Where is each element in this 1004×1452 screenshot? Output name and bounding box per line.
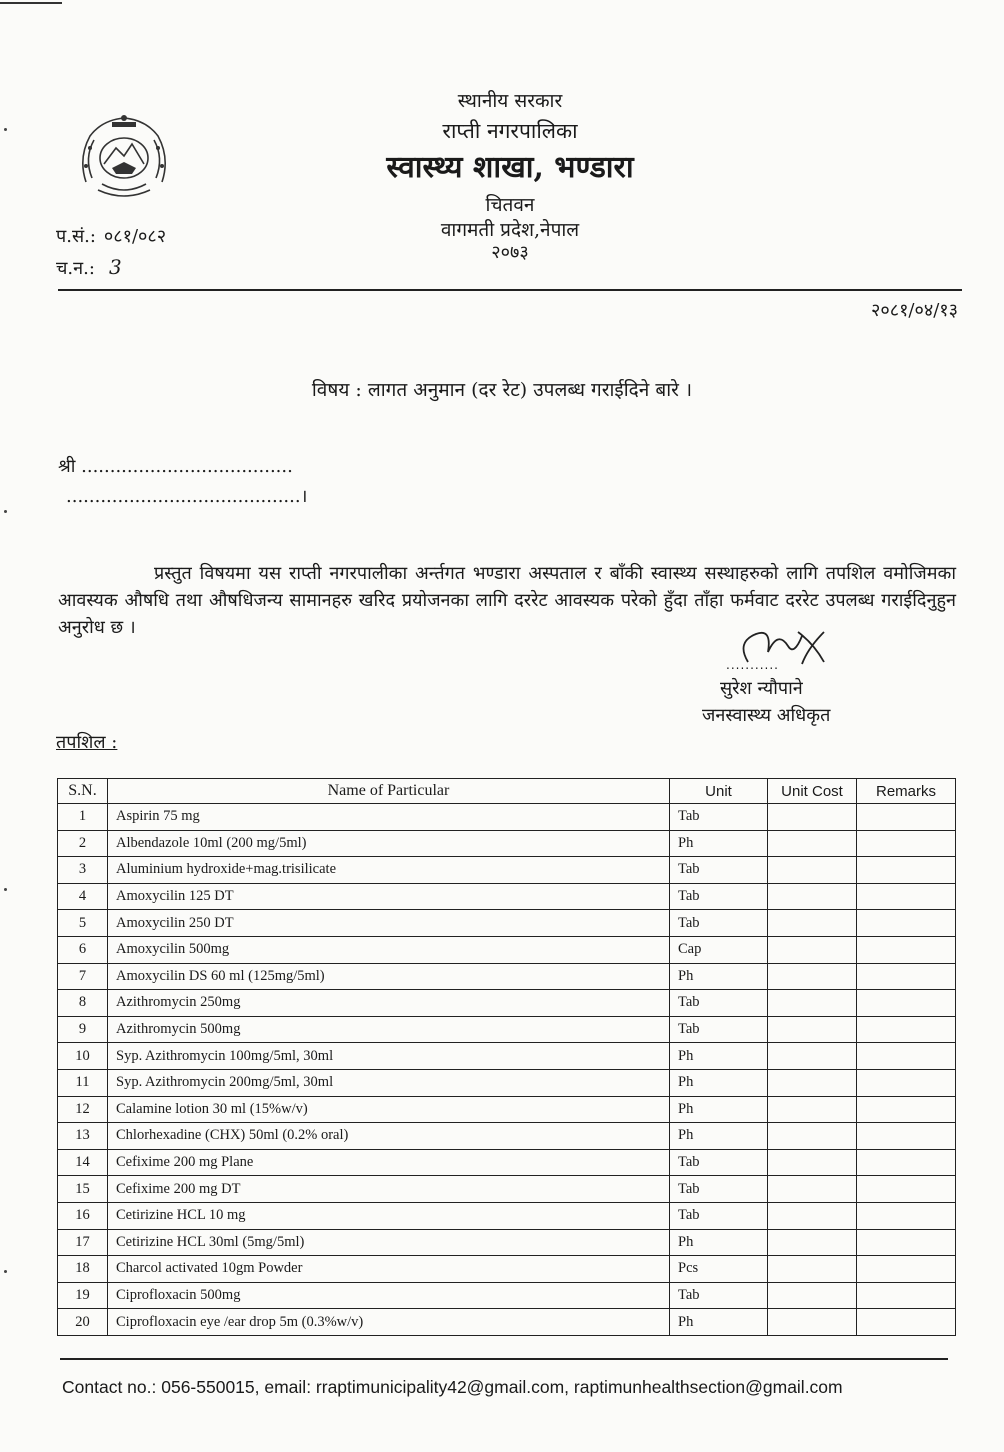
cell-unit-cost <box>768 1176 857 1203</box>
cell-unit-cost <box>768 963 857 990</box>
margin-dot <box>4 510 7 513</box>
cell-unit-cost <box>768 936 857 963</box>
table-row <box>58 1069 956 1096</box>
letter-date: २०८१/०४/१३ <box>870 300 958 321</box>
cell-remarks <box>857 857 956 884</box>
cell-sn: 19 <box>58 1282 108 1309</box>
cell-remarks <box>857 1043 956 1070</box>
header-office: स्वास्थ्य शाखा, भण्डारा <box>386 150 634 185</box>
cell-unit: Ph <box>670 830 768 857</box>
cell-remarks <box>857 1282 956 1309</box>
cell-unit-cost <box>768 1016 857 1043</box>
col-header-unit: Unit <box>670 779 768 804</box>
cell-sn: 1 <box>58 804 108 831</box>
cell-remarks <box>857 963 956 990</box>
cell-unit-cost <box>768 1229 857 1256</box>
cell-sn: 10 <box>58 1043 108 1070</box>
col-header-unit-cost: Unit Cost <box>768 779 857 804</box>
cell-unit: Ph <box>670 1043 768 1070</box>
cell-unit: Ph <box>670 1123 768 1150</box>
col-header-name: Name of Particular <box>108 779 670 804</box>
signature-dots: ........... <box>726 658 779 672</box>
cell-unit: Ph <box>670 1309 768 1336</box>
cell-remarks <box>857 1069 956 1096</box>
cell-unit: Pcs <box>670 1256 768 1283</box>
nepal-emblem-logo <box>72 112 176 204</box>
cell-sn: 12 <box>58 1096 108 1123</box>
col-header-sn: S.N. <box>58 779 108 804</box>
cell-name: Cefixime 200 mg DT <box>108 1176 670 1203</box>
letterhead <box>340 86 680 264</box>
cell-unit: Tab <box>670 1149 768 1176</box>
header-divider <box>58 289 962 291</box>
table-row <box>58 910 956 937</box>
table-row <box>58 857 956 884</box>
cell-name: Aspirin 75 mg <box>108 804 670 831</box>
cell-unit-cost <box>768 1043 857 1070</box>
cell-unit-cost <box>768 1256 857 1283</box>
table-row <box>58 936 956 963</box>
pa-sa-value: ०८१/०८२ <box>103 226 167 247</box>
details-label: तपशिल : <box>56 732 118 753</box>
cell-unit-cost <box>768 1202 857 1229</box>
cell-sn: 16 <box>58 1202 108 1229</box>
cell-remarks <box>857 1256 956 1283</box>
cell-name: Syp. Azithromycin 200mg/5ml, 30ml <box>108 1069 670 1096</box>
table-row <box>58 1282 956 1309</box>
cell-sn: 6 <box>58 936 108 963</box>
table-body <box>58 804 956 1336</box>
header-year: २०७३ <box>491 242 529 263</box>
cell-name: Aluminium hydroxide+mag.trisilicate <box>108 857 670 884</box>
cell-remarks <box>857 1229 956 1256</box>
cell-remarks <box>857 1202 956 1229</box>
header-government: स्थानीय सरकार <box>457 90 563 112</box>
table-row <box>58 1229 956 1256</box>
cell-name: Cefixime 200 mg Plane <box>108 1149 670 1176</box>
cell-unit: Tab <box>670 910 768 937</box>
cell-name: Ciprofloxacin eye /ear drop 5m (0.3%w/v) <box>108 1309 670 1336</box>
cell-remarks <box>857 1309 956 1336</box>
cell-unit-cost <box>768 1096 857 1123</box>
cell-sn: 11 <box>58 1069 108 1096</box>
table-row <box>58 1123 956 1150</box>
cell-name: Calamine lotion 30 ml (15%w/v) <box>108 1096 670 1123</box>
cell-unit: Tab <box>670 857 768 884</box>
table-row <box>58 963 956 990</box>
cell-remarks <box>857 936 956 963</box>
cell-unit: Cap <box>670 936 768 963</box>
table-row <box>58 1176 956 1203</box>
cell-sn: 18 <box>58 1256 108 1283</box>
cell-unit-cost <box>768 830 857 857</box>
cell-unit: Tab <box>670 990 768 1017</box>
letter-body: प्रस्तुत विषयमा यस राप्ती नगरपालीका अर्न्तगत भण्डारा अस्पताल र बाँकी स्वास्थ्य सस्थाहरुको लागि तपशिल वमोजिमका आवस्यक औषधि तथा औषधिजन्य सामानहरु खरिद प्रयोजनका लागि दररेट आवस्यक परेको हुँदा ताँहा फर्मवाट दररेट उपलब्ध गराईदिनुहुन अनुरोध छ । <box>58 563 956 638</box>
cell-name: Cetirizine HCL 10 mg <box>108 1202 670 1229</box>
cell-sn: 13 <box>58 1123 108 1150</box>
cell-unit-cost <box>768 857 857 884</box>
addressee <box>58 452 307 512</box>
cell-name: Cetirizine HCL 30ml (5mg/5ml) <box>108 1229 670 1256</box>
cell-sn: 20 <box>58 1309 108 1336</box>
table-row <box>58 1149 956 1176</box>
footer-divider <box>60 1358 948 1360</box>
cell-unit: Ph <box>670 963 768 990</box>
cell-remarks <box>857 1176 956 1203</box>
margin-dot <box>4 888 7 891</box>
cell-unit-cost <box>768 883 857 910</box>
table-row <box>58 1016 956 1043</box>
cell-unit-cost <box>768 910 857 937</box>
cell-sn: 9 <box>58 1016 108 1043</box>
table-row <box>58 1202 956 1229</box>
cell-sn: 8 <box>58 990 108 1017</box>
cell-unit-cost <box>768 804 857 831</box>
col-header-remarks: Remarks <box>857 779 956 804</box>
addressee-line-2: .........................................। <box>66 486 308 507</box>
cell-sn: 17 <box>58 1229 108 1256</box>
cell-unit: Tab <box>670 1176 768 1203</box>
table-row <box>58 1256 956 1283</box>
cell-sn: 4 <box>58 883 108 910</box>
cell-sn: 14 <box>58 1149 108 1176</box>
cell-name: Amoxycilin 500mg <box>108 936 670 963</box>
cha-na-value: 3 <box>108 255 122 279</box>
cell-name: Amoxycilin DS 60 ml (125mg/5ml) <box>108 963 670 990</box>
medicine-table <box>57 778 956 1336</box>
addressee-line-1: श्री ..................................... <box>58 456 293 477</box>
cell-unit-cost <box>768 990 857 1017</box>
cell-name: Charcol activated 10gm Powder <box>108 1256 670 1283</box>
signatory-title: जनस्वास्थ्य अधिकृत <box>702 705 831 726</box>
table-row <box>58 1309 956 1336</box>
letter-subject: विषय : लागत अनुमान (दर रेट) उपलब्ध गराईदिने बारे । <box>311 379 693 401</box>
header-province: वागमती प्रदेश,नेपाल <box>440 219 580 241</box>
table-row <box>58 1096 956 1123</box>
corner-mark <box>0 2 62 4</box>
cell-name: Ciprofloxacin 500mg <box>108 1282 670 1309</box>
table-row <box>58 804 956 831</box>
cell-unit: Ph <box>670 1229 768 1256</box>
cell-unit: Ph <box>670 1096 768 1123</box>
cell-unit-cost <box>768 1149 857 1176</box>
cell-sn: 5 <box>58 910 108 937</box>
cell-unit: Tab <box>670 1202 768 1229</box>
cell-sn: 15 <box>58 1176 108 1203</box>
cell-unit: Ph <box>670 1069 768 1096</box>
cell-name: Azithromycin 250mg <box>108 990 670 1017</box>
margin-dot <box>4 128 7 131</box>
cell-sn: 2 <box>58 830 108 857</box>
table-row <box>58 830 956 857</box>
cell-remarks <box>857 1123 956 1150</box>
cell-remarks <box>857 804 956 831</box>
cell-unit-cost <box>768 1069 857 1096</box>
cell-unit: Tab <box>670 883 768 910</box>
cell-name: Azithromycin 500mg <box>108 1016 670 1043</box>
cell-remarks <box>857 990 956 1017</box>
cha-na-label: च.न.: <box>56 258 95 279</box>
cell-name: Amoxycilin 250 DT <box>108 910 670 937</box>
table-row <box>58 1043 956 1070</box>
footer-contact: Contact no.: 056-550015, email: rraptimunicipality42@gmail.com, raptimunhealthsection@gmail.com <box>62 1377 843 1397</box>
table-row <box>58 990 956 1017</box>
table-header-row <box>58 779 956 804</box>
header-municipality: राप्ती नगरपालिका <box>442 119 578 143</box>
header-district: चितवन <box>485 194 535 216</box>
cell-unit: Tab <box>670 1016 768 1043</box>
reference-numbers <box>56 222 166 284</box>
cell-remarks <box>857 1016 956 1043</box>
cell-remarks <box>857 1096 956 1123</box>
cell-name: Albendazole 10ml (200 mg/5ml) <box>108 830 670 857</box>
cell-remarks <box>857 910 956 937</box>
cell-name: Syp. Azithromycin 100mg/5ml, 30ml <box>108 1043 670 1070</box>
cell-remarks <box>857 830 956 857</box>
cell-sn: 7 <box>58 963 108 990</box>
cell-name: Amoxycilin 125 DT <box>108 883 670 910</box>
cell-unit-cost <box>768 1123 857 1150</box>
cell-sn: 3 <box>58 857 108 884</box>
margin-dot <box>4 1270 7 1273</box>
cell-remarks <box>857 883 956 910</box>
cell-name: Chlorhexadine (CHX) 50ml (0.2% oral) <box>108 1123 670 1150</box>
cell-remarks <box>857 1149 956 1176</box>
cell-unit: Tab <box>670 804 768 831</box>
signatory-name: सुरेश न्यौपाने <box>720 678 803 699</box>
table-row <box>58 883 956 910</box>
cell-unit: Tab <box>670 1282 768 1309</box>
cell-unit-cost <box>768 1282 857 1309</box>
pa-sa-label: प.सं.: <box>56 226 96 247</box>
cell-unit-cost <box>768 1309 857 1336</box>
